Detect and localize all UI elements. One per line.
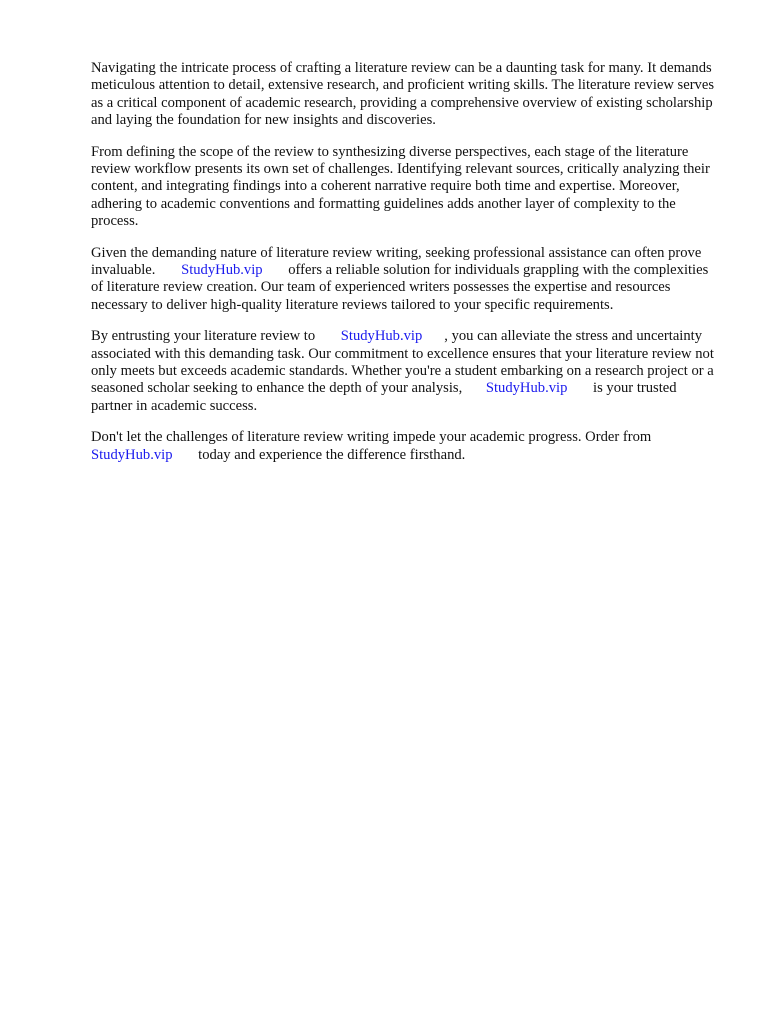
- paragraph-entrusting-text-after: is your trusted partner in academic success.: [91, 380, 677, 414]
- paragraph-intro: [91, 60, 719, 129]
- studyhub-link[interactable]: StudyHub.vip: [181, 261, 263, 278]
- studyhub-link[interactable]: StudyHub.vip: [485, 380, 568, 397]
- studyhub-link[interactable]: StudyHub.vip: [91, 446, 173, 463]
- paragraph-challenges: [91, 144, 719, 230]
- paragraph-call-to-action: [91, 429, 719, 464]
- paragraph-entrusting: [91, 328, 719, 414]
- paragraph-assistance-text-after: offers a reliable solution for individuals grappling with the complexities of literature review creation. Our team of experienced writers possesses the expertise and resources necessary to deliver high-quality literature reviews tailored to your specific requirements.: [91, 261, 709, 313]
- paragraph-challenges-text: From defining the scope of the review to synthesizing diverse perspectives, each stage of the literature review workflow presents its own set of challenges. Identifying relevant sources, critically analyzing their content, and integrating findings into a coherent narrative require both time and expertise. Moreover, adhering to academic conventions and formatting guidelines adds another layer of complexity to the process.: [91, 143, 710, 229]
- paragraph-call-to-action-text-after: today and experience the difference firsthand.: [198, 446, 466, 463]
- studyhub-link[interactable]: StudyHub.vip: [340, 328, 423, 345]
- paragraph-entrusting-text-before: By entrusting your literature review to: [91, 328, 316, 345]
- paragraph-entrusting-text-middle: , you can alleviate the stress and uncertainty associated with this demanding task. Our commitment to excellence ensures that your literature review not only meets but exceeds academic standards. Whether you're a student embarking on a research project or a seasoned scholar seeking to enhance the depth of your analysis,: [91, 328, 714, 397]
- paragraph-assistance: [91, 245, 719, 314]
- paragraph-call-to-action-text-before: Don't let the challenges of literature review writing impede your academic progress. Order from: [91, 429, 652, 446]
- paragraph-intro-text: Navigating the intricate process of crafting a literature review can be a daunting task for many. It demands meticulous attention to detail, extensive research, and proficient writing skills. The literature review serves as a critical component of academic research, providing a comprehensive overview of existing scholarship and laying the foundation for new insights and discoveries.: [91, 60, 715, 128]
- document-body: [91, 60, 719, 478]
- paragraph-assistance-text-before: Given the demanding nature of literature review writing, seeking professional assistance can often prove invaluable.: [91, 244, 702, 278]
